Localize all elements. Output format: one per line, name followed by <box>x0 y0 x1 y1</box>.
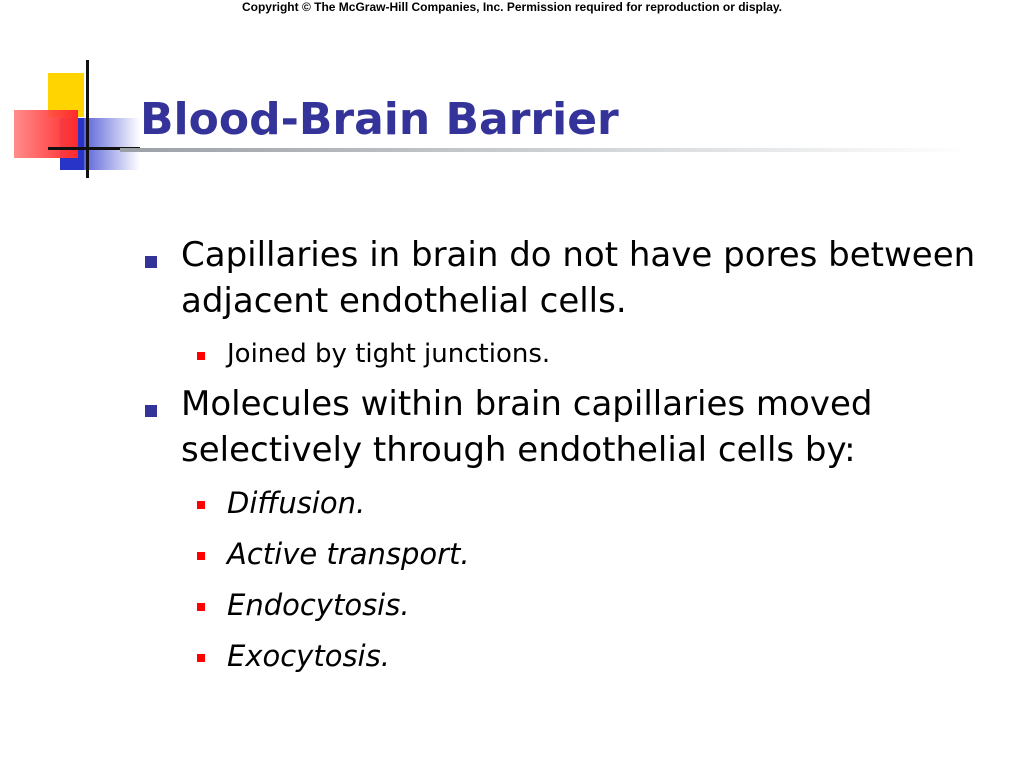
decorative-logo-graphic <box>0 0 140 190</box>
square-bullet-icon <box>145 256 157 268</box>
bullet-item-molecules <box>145 381 1005 473</box>
sub-bullet-group <box>145 330 1005 381</box>
sub-bullet-group <box>145 479 1005 685</box>
copyright-notice: Copyright © The McGraw-Hill Companies, Inc. Permission required for reproduction or display. <box>241 0 783 14</box>
blue-fade-square <box>84 118 140 170</box>
square-bullet-icon <box>197 654 205 662</box>
sub-bullet-text: Joined by tight junctions. <box>227 339 551 369</box>
logo-vertical-line <box>86 60 89 178</box>
bullet-text: Capillaries in brain do not have pores between adjacent endothelial cells. <box>181 235 976 321</box>
square-bullet-icon <box>145 405 157 417</box>
sub-bullet-list <box>145 479 1005 685</box>
slide-bullet-list <box>145 232 1005 685</box>
sub-bullet-item-active-transport <box>145 530 1005 581</box>
square-bullet-icon <box>197 552 205 560</box>
sub-bullet-text: Diffusion. <box>227 486 366 520</box>
bullet-item-capillaries <box>145 232 1005 324</box>
sub-bullet-text: Exocytosis. <box>227 639 390 673</box>
square-bullet-icon <box>197 501 205 509</box>
square-bullet-icon <box>197 603 205 611</box>
sub-bullet-item-diffusion <box>145 479 1005 530</box>
bullet-text: Molecules within brain capillaries moved selectively through endothelial cells by: <box>181 384 873 470</box>
sub-bullet-item-exocytosis <box>145 632 1005 683</box>
sub-bullet-text: Endocytosis. <box>227 588 410 622</box>
square-bullet-icon <box>197 352 205 360</box>
slide-title: Blood-Brain Barrier <box>140 94 619 145</box>
sub-bullet-list <box>145 330 1005 381</box>
red-square <box>14 110 78 158</box>
sub-bullet-text: Active transport. <box>227 537 470 571</box>
sub-bullet-item-tight-junctions <box>145 330 1005 379</box>
sub-bullet-item-endocytosis <box>145 581 1005 632</box>
